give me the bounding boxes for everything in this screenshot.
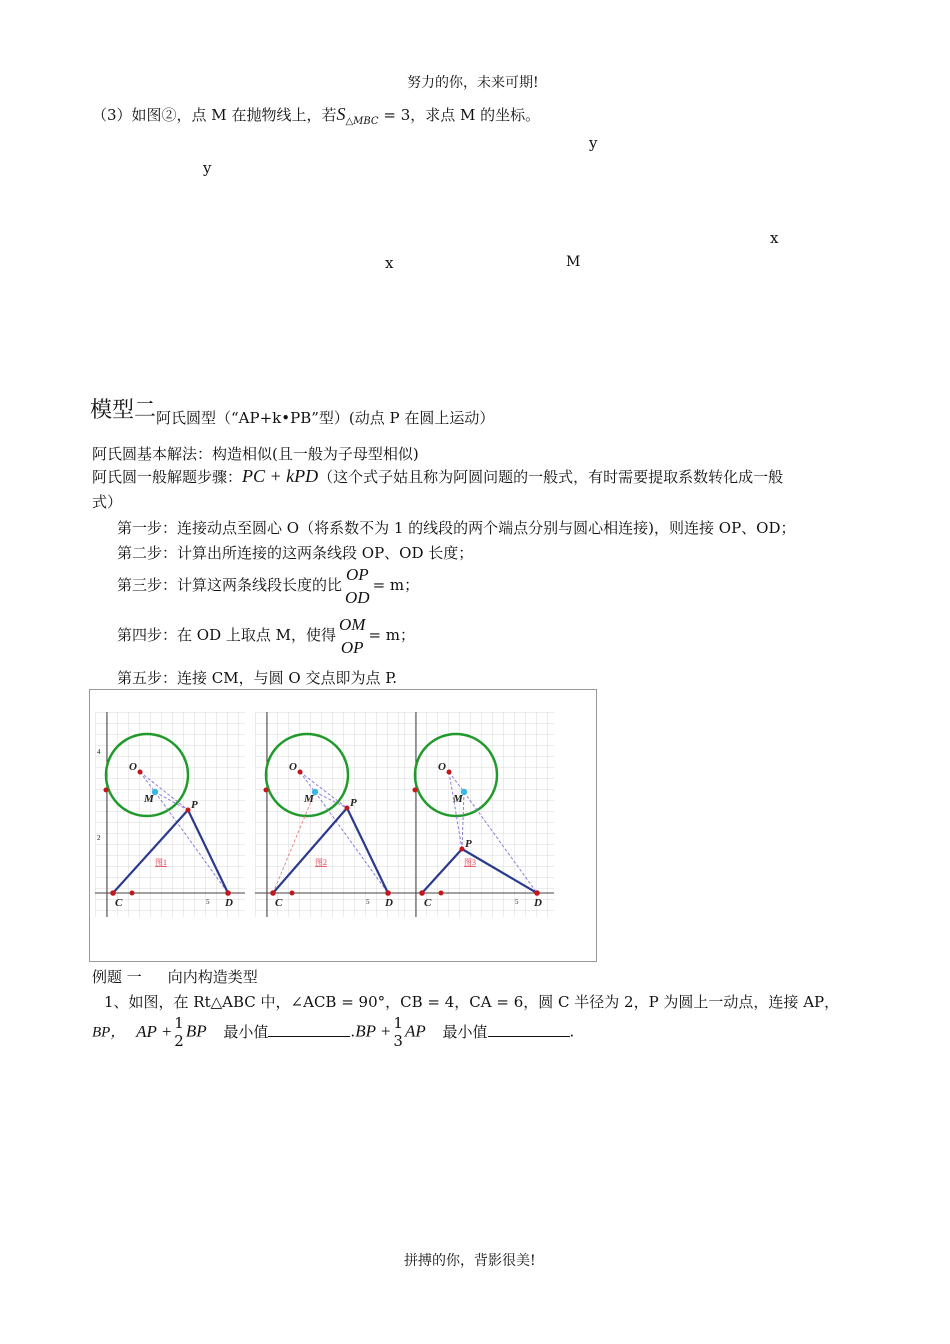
- point-c: [110, 890, 116, 896]
- general-suffix: （这个式子姑且称为阿圆问题的一般式，有时需要提取系数转化成一般: [318, 468, 784, 486]
- q3-suffix: ，求点 M 的坐标。: [410, 106, 541, 124]
- q1-expr2-fraction: [393, 1016, 403, 1049]
- point-d: [385, 890, 391, 896]
- label-d: D: [225, 897, 233, 909]
- q1-expr2-den: 3: [393, 1032, 403, 1050]
- panel-caption: 图1: [155, 858, 167, 867]
- q1-expr1-fraction: [174, 1016, 184, 1049]
- point-label-m: M: [566, 254, 581, 270]
- general-prefix: 阿氏圆一般解题步骤：: [92, 468, 243, 486]
- label-o: O: [289, 761, 297, 773]
- figure-panel-1: [95, 712, 245, 917]
- point-d: [225, 890, 231, 896]
- example-q1-line2: [92, 1016, 574, 1049]
- q1-dot: .: [350, 1022, 356, 1041]
- step-3-prefix: 第三步：计算这两条线段长度的比: [117, 576, 343, 594]
- q3-equals: = 3: [383, 106, 411, 124]
- step-2: 第二步：计算出所连接的这两条线段 OP、OD 长度；: [117, 544, 474, 562]
- grid-background: [404, 712, 554, 917]
- point-d: [534, 890, 540, 896]
- step-4-prefix: 第四步：在 OD 上取点 M，使得: [117, 626, 336, 644]
- point-axis-y: [264, 788, 269, 793]
- q3-prefix: （3）如图②，点 M 在抛物线上，若: [92, 106, 337, 124]
- model2-title-small: 阿氏圆型（“AP+k•PB”型）(动点 P 在圆上运动）: [156, 409, 495, 427]
- point-p: [345, 806, 350, 811]
- point-o: [138, 770, 143, 775]
- point-axis-y: [104, 788, 109, 793]
- example-title: 例题 一: [92, 968, 142, 986]
- step-4-suffix: = m；: [368, 626, 416, 644]
- panel-caption: 图3: [464, 858, 476, 867]
- step-3-suffix: = m；: [372, 576, 420, 594]
- answer-blank-1[interactable]: [268, 1022, 350, 1037]
- q1-expr1-den: 2: [174, 1032, 184, 1050]
- label-m: M: [144, 793, 154, 805]
- label-p: P: [465, 838, 472, 850]
- label-d: D: [385, 897, 393, 909]
- figure-panel-2: [255, 712, 405, 917]
- label-d: D: [534, 897, 542, 909]
- q1-min1: 最小值: [223, 1022, 269, 1041]
- point-axis: [439, 891, 444, 896]
- basic-method: 阿氏圆基本解法：构造相似(且一般为子母型相似): [92, 445, 419, 463]
- general-continued: 式）: [92, 493, 123, 511]
- point-o: [298, 770, 303, 775]
- panel-caption: 图2: [315, 858, 327, 867]
- example-subtitle: 向内构造类型: [167, 968, 258, 986]
- q1-bp: BP，: [92, 1024, 126, 1041]
- example-q1-line1: 1、如图，在 Rt△ABC 中，∠ACB = 90°，CB = 4，CA = 6，圆 C 半径为 2，P 为圆上一动点，连接 AP，: [104, 993, 840, 1011]
- s-subscript: △MBC: [345, 116, 379, 127]
- q1-expr2-a: BP +: [355, 1021, 392, 1041]
- point-c: [270, 890, 276, 896]
- axis-label-x-left: x: [385, 254, 394, 272]
- step-1: 第一步：连接动点至圆心 O（将系数不为 1 的线段的两个端点分别与圆心相连接)，则连接 OP、OD；: [117, 519, 796, 537]
- x-tick-label: 5: [206, 898, 210, 906]
- y-tick-label: 4: [97, 748, 101, 756]
- question-3: [92, 104, 540, 127]
- step-4-num: OM: [339, 615, 366, 634]
- step-3-den: OD: [345, 588, 370, 607]
- q1-expr1-b: BP: [185, 1021, 207, 1041]
- y-tick-label: 2: [97, 834, 101, 842]
- point-c: [419, 890, 425, 896]
- point-axis: [290, 891, 295, 896]
- point-axis-y: [413, 788, 418, 793]
- step-3-fraction: [345, 566, 370, 606]
- step-4-fraction: [339, 616, 365, 656]
- general-steps: [92, 466, 783, 487]
- model2-title-big: 模型二: [90, 398, 157, 423]
- label-o: O: [438, 761, 446, 773]
- label-c: C: [115, 897, 123, 909]
- general-formula: PC + kPD: [242, 466, 319, 486]
- step-4: [117, 616, 415, 656]
- q1-expr2-b: AP: [404, 1021, 426, 1041]
- page-footer: 拼搏的你，背影很美!: [404, 1253, 536, 1269]
- q1-min2: 最小值: [442, 1022, 488, 1041]
- q1-expr1-a: AP +: [136, 1021, 173, 1041]
- x-tick-label: 5: [515, 898, 519, 906]
- axis-label-y-left: y: [203, 159, 212, 177]
- label-m: M: [453, 793, 463, 805]
- point-p: [186, 808, 191, 813]
- page-header: 努力的你，未来可期!: [407, 75, 539, 91]
- q1-end: .: [569, 1022, 575, 1041]
- q1-expr1-num: 1: [174, 1014, 184, 1032]
- point-o: [447, 770, 452, 775]
- label-m: M: [304, 793, 314, 805]
- axis-label-y-right: y: [589, 134, 598, 152]
- grid-background: [95, 712, 245, 917]
- step-3-num: OP: [345, 565, 369, 584]
- label-p: P: [350, 797, 357, 809]
- label-o: O: [129, 761, 137, 773]
- step-3: [117, 566, 419, 606]
- point-axis: [130, 891, 135, 896]
- figure-svg: [90, 690, 596, 961]
- x-tick-label: 5: [366, 898, 370, 906]
- step-5: 第五步：连接 CM，与圆 O 交点即为点 P.: [117, 669, 398, 687]
- q1-expr2-num: 1: [393, 1014, 403, 1032]
- answer-blank-2[interactable]: [488, 1022, 570, 1037]
- label-c: C: [275, 897, 283, 909]
- figure-panel-3: [404, 712, 554, 917]
- model2-heading: [90, 393, 495, 427]
- example-heading: [92, 966, 258, 987]
- axis-label-x-right: x: [770, 229, 779, 247]
- step-4-den: OP: [340, 638, 364, 657]
- point-p: [460, 847, 465, 852]
- label-c: C: [424, 897, 432, 909]
- apollonius-figure: [89, 689, 597, 962]
- s-symbol: S: [336, 104, 346, 124]
- label-p: P: [191, 799, 198, 811]
